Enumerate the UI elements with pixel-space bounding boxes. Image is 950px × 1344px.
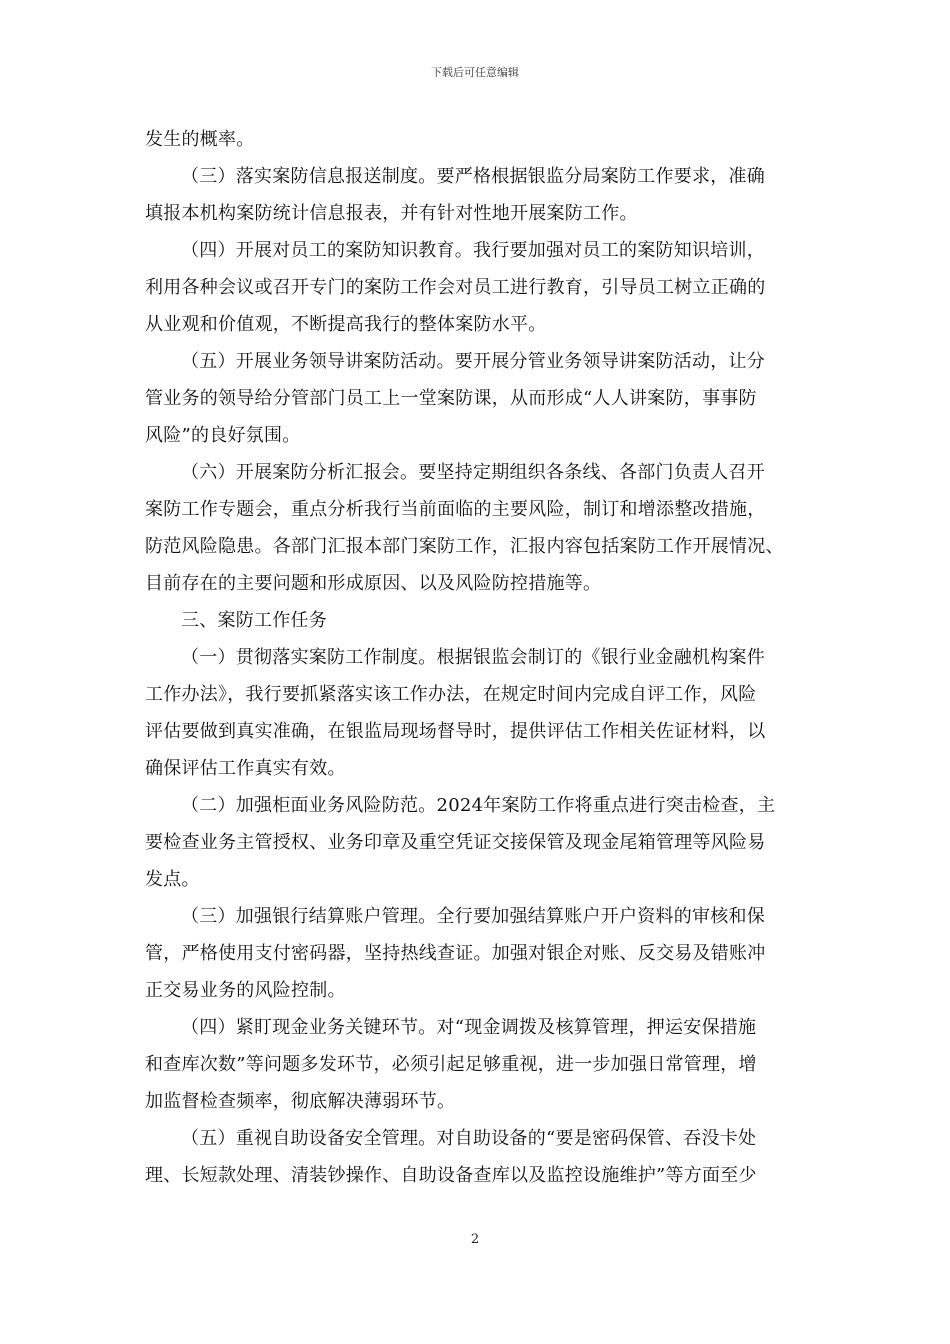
text-line: （四）紧盯现金业务关键环节。对“现金调拨及核算管理，押运安保措施 [181, 1017, 757, 1038]
text-line: 利用各种会议或召开专门的案防工作会对员工进行教育，引导员工树立正确的 [145, 277, 766, 298]
text-line: 加监督检查频率，彻底解决薄弱环节。 [145, 1091, 456, 1112]
text-line: 和查库次数”等问题多发环节，必须引起足够重视，进一步加强日常管理，增 [145, 1054, 757, 1075]
text-line: 理、长短款处理、清装钞操作、自助设备查库以及监控设施维护”等方面至少 [145, 1165, 757, 1186]
text-line: 评估要做到真实准确，在银监局现场督导时，提供评估工作相关佐证材料，以 [145, 721, 766, 742]
text-line: （三）落实案防信息报送制度。要严格根据银监分局案防工作要求，准确 [181, 166, 765, 187]
text-line: 目前存在的主要问题和形成原因、以及风险防控措施等。 [145, 573, 602, 594]
text-line: 管，严格使用支付密码器，坚持热线查证。加强对银企对账、反交易及错账冲 [145, 943, 766, 964]
text-line: 防范风险隐患。各部门汇报本部门案防工作，汇报内容包括案防工作开展情况、 [145, 536, 784, 557]
text-line: 要检查业务主管授权、业务印章及重空凭证交接保管及现金尾箱管理等风险易 [145, 832, 766, 853]
text-line: （四）开展对员工的案防知识教育。我行要加强对员工的案防知识培训， [181, 240, 765, 261]
text-line: 从业观和价值观，不断提高我行的整体案防水平。 [145, 314, 547, 335]
text-line: 发生的概率。 [145, 129, 255, 150]
text-line: 三、案防工作任务 [181, 610, 327, 631]
text-line: （二）加强柜面业务风险防范。2024年案防工作将重点进行突击检查，主 [181, 795, 776, 816]
text-line: 填报本机构案防统计信息报表，并有针对性地开展案防工作。 [145, 203, 638, 224]
text-line: （五）开展业务领导讲案防活动。要开展分管业务领导讲案防活动，让分 [181, 351, 765, 372]
text-line: （六）开展案防分析汇报会。要坚持定期组织各条线、各部门负责人召开 [181, 462, 765, 483]
text-line: 工作办法》，我行要抓紧落实该工作办法，在规定时间内完成自评工作，风险 [145, 684, 757, 705]
text-line: 管业务的领导给分管部门员工上一堂案防课，从而形成“人人讲案防，事事防 [145, 388, 757, 409]
text-line: （五）重视自助设备安全管理。对自助设备的“要是密码保管、吞没卡处 [181, 1128, 757, 1149]
text-line: 正交易业务的风险控制。 [145, 980, 346, 1001]
text-line: （三）加强银行结算账户管理。全行要加强结算账户开户资料的审核和保 [181, 906, 765, 927]
page-number: 2 [470, 1232, 480, 1247]
text-line: （一）贯彻落实案防工作制度。根据银监会制订的《银行业金融机构案件 [181, 647, 765, 668]
text-line: 风险”的良好氛围。 [145, 425, 301, 446]
text-line: 确保评估工作真实有效。 [145, 758, 346, 779]
text-line: 发点。 [145, 869, 200, 890]
page-header: 下载后可任意编辑 [431, 66, 519, 79]
text-line: 案防工作专题会，重点分析我行当前面临的主要风险，制订和增添整改措施， [145, 499, 766, 520]
document-body [145, 121, 807, 1194]
